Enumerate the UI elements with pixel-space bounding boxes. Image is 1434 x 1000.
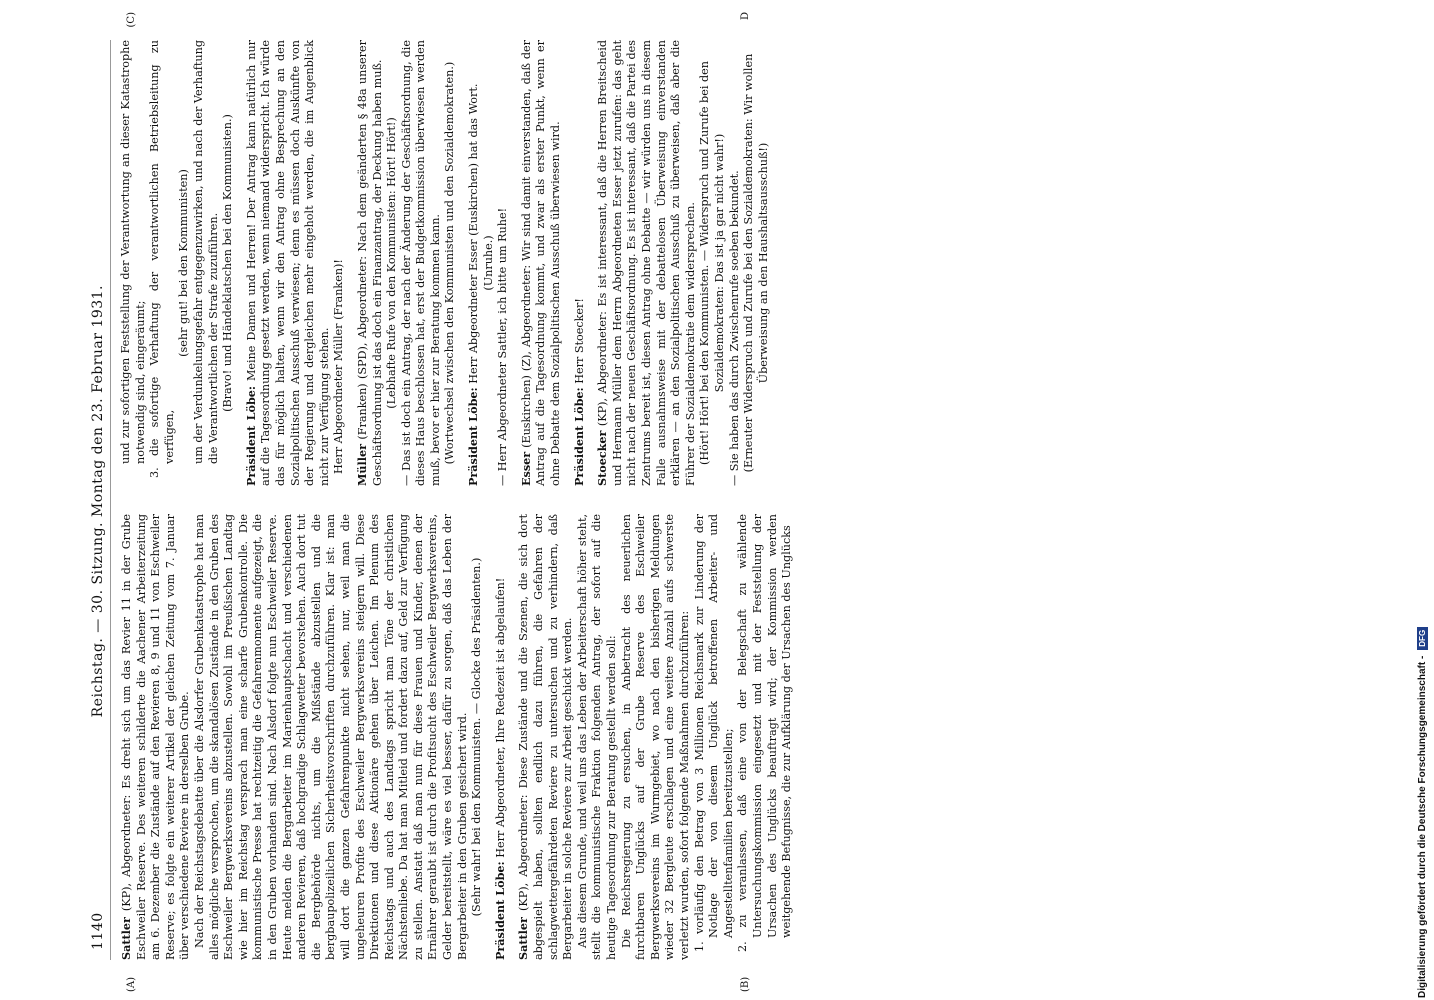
page-number: 1140 — [90, 912, 106, 950]
margin-marker-c: (C) — [126, 12, 137, 28]
speech-paragraph: Nach der Reichstagsdebatte über die Alsdorfer Grubenkatastrophe hat man alles mögliche versprochen, um die skandalösen Zustände in den Gruben des Eschweiler Bergwerksvereins abzustellen. Sowohl im Preußischen Landtag wie hier im Reichstag versprach man eine scharfe Grubenkontrolle. Die kommunistische Presse hat rechtzeitig die Gefahrenmomente aufgezeigt, die in den Gruben vorhanden sind. Nach Alsdorf folgte nun Eschweiler Reserve. Heute melden die Bergarbeiter im Marienhauptschacht und verschiedenen anderen Revieren, daß hochgradige Schlagwetter bevorstehen. Auch dort tut die Bergbehörde nichts, um die Mißstände abzustellen und die bergbaupolizeilichen Sicherheitsvorschriften durchzuführen. Klar ist: man will dort die ganzen Gefahrenpunkte nicht sehen, nur, weil man die ungeheuren Profite des Eschweiler Bergwerksvereins steigern will. Diese Direktionen und diese Aktionäre gehen über Leichen. Im Plenum des Reichstags und auch des Landtags spricht man Töne der christlichen Nächstenliebe. Da hat man Mitleid und fordert dazu auf, Geld zur Verfügung zu stellen. Anstatt daß man nun für diese Frauen und Kinder, denen der Ernährer geraubt ist durch die Profitsucht des Eschweiler Bergwerksvereins, Gelder bereitstellt, wäre es viel besser, dafür zu sorgen, daß das Leben der Bergarbeiter in den Gruben gesichert wird. — [192, 514, 469, 960]
page-header — [90, 40, 111, 960]
margin-marker-a: (A) — [126, 976, 137, 992]
right-column — [119, 12, 795, 486]
speaker-name: Esser — [518, 451, 533, 486]
interjection: (Lebhafte Rufe von den Kommunisten: Hört! Hört!) — [385, 117, 399, 409]
speaker-name: Präsident Löbe: — [243, 385, 258, 486]
speech-paragraph: Präsident Löbe: Herr Abgeordneter Esser (Euskirchen) hat das Wort. — [466, 83, 481, 486]
interjection: (Erneuter Widerspruch und Zurufe bei den Sozialdemokraten: Wir wollen Überweisung an den Haushaltsausschuß!) — [742, 53, 770, 473]
interjection: (Unruhe.) — [481, 235, 495, 291]
speaker-name: Präsident Löbe: — [466, 387, 481, 486]
speaker-name: Müller — [354, 443, 369, 486]
motion-item: 2. zu veranlassen, daß eine von der Belegschaft zu wählende Untersuchungskommission eingesetzt und mit der Feststellung der Ursachen des Unglücks beauftragt wird; der Kommission werden weitgehende Befugnisse, die zur Aufklärung der Ursachen des Unglücks — [736, 514, 794, 952]
speech-paragraph: Müller (Franken) (SPD), Abgeordneter: Nach dem geänderten § 48a unserer Geschäftsordnung ist das doch ein Finanzantrag, der Deckung haben muß. — [354, 40, 384, 486]
interjection: (sehr gut! bei den Kommunisten) — [177, 169, 191, 357]
attribution-strip — [1414, 8, 1430, 998]
speaker-name: Sattler — [516, 917, 531, 960]
speech-paragraph: Präsident Löbe: Herr Abgeordneter, Ihre Redezeit ist abgelaufen! — [492, 577, 507, 960]
speech-paragraph: Esser (Euskirchen) (Z), Abgeordneter: Wir sind damit einverstanden, daß der Antrag auf die Tagesordnung kommt, und zwar als erster Punkt, wenn er ohne Debatte dem Sozialpolitischen Ausschuß überwiesen wird. — [518, 40, 563, 486]
margin-marker-b: (B) — [740, 976, 751, 992]
motion-item: 3. die sofortige Verhaftung der verantwortlichen Betriebsleitung zu verfügen, — [148, 40, 176, 478]
speaker-name: Präsident Löbe: — [492, 861, 507, 960]
speech-paragraph: Sattler (KP), Abgeordneter: Diese Zustände und die Szenen, die sich dort abgespielt haben, sollten endlich dazu führen, die Gefahren der schlagwettergefährdeten Reviere zu untersuchen und zu verhindern, daß Bergarbeiter in solche Reviere zur Arbeit geschickt werden. — [516, 514, 575, 960]
margin-marker-d: D — [740, 12, 751, 21]
speech-paragraph: Aus diesem Grunde, und weil uns das Leben der Arbeiterschaft höher steht, stellt die kommunistische Fraktion folgenden Antrag, der sofort auf die heutige Tagesordnung zur Beratung gestellt werden soll: — [575, 514, 618, 960]
speech-paragraph: Sattler (KP), Abgeordneter: Es dreht sich um das Revier 11 in der Grube Eschweiler Reserve. Des weiteren schilderte die Aachener Arbeiterzeitung am 6. Dezember die Zustände auf den Revieren 8, 9 und 11 von Eschweiler Reserve; es folgte ein weiterer Artikel der gleichen Zeitung vom 7. Januar über verschiedene Reviere in derselben Grube. — [119, 514, 192, 960]
interjection: (Bravo! und Händeklatschen bei den Kommunisten.) — [221, 114, 235, 412]
motion-paragraph: Die Reichsregierung zu ersuchen, in Anbetracht des neuerlichen furchtbaren Unglücks auf der Grube Reserve des Eschweiler Bergwerksvereins im Wurmgebiet, wo nach den bisherigen Meldungen wieder 32 Bergleute erschlagen und eine weitere Anzahl aufs schwerste verletzt wurden, sofort folgende Maßnahmen durchzuführen: — [619, 514, 691, 960]
interjection: (Sehr wahr! bei den Kommunisten. — Glocke des Präsidenten.) — [470, 557, 484, 917]
speech-paragraph: — Herr Abgeordneter Sattler, ich bitte um Ruhe! — [496, 207, 510, 486]
motion-item: und zur sofortigen Feststellung der Verantwortung an dieser Katastrophe notwendig sind, eingeräumt; — [119, 40, 147, 464]
interjection: (Hört! Hört! bei den Kommunisten. — Widerspruch und Zurufe bei den Sozialdemokraten: Das ist ja gar nicht wahr!) — [698, 61, 726, 465]
document-page — [60, 0, 1400, 1000]
interjection: (Wortwechsel zwischen den Kommunisten und den Sozialdemokraten.) — [443, 61, 457, 465]
left-column — [119, 514, 795, 992]
page-title: Reichstag. — 30. Sitzung. Montag den 23. Februar 1931. — [90, 284, 106, 718]
speech-paragraph: Stoecker (KP), Abgeordneter: Es ist interessant, daß die Herren Breitscheid und Hermann Müller dem Herrn Abgeordneten Esser jetzt zurufen: das geht nicht nach der neuen Geschäftsordnung. Es ist interessant, daß die Partei des Zentrums bereit ist, diesen Antrag ohne Debatte — wir würden uns in diesem Falle ausnahmsweise mit der debattelosen Überweisung einverstanden erklären — an den Sozialpolitischen Ausschuß zu überweisen, daß aber die Führer der Sozialdemokratie dem widersprechen. — [595, 40, 697, 486]
speaker-name: Präsident Löbe: — [571, 387, 586, 486]
dfg-logo: DFG — [1417, 627, 1428, 650]
speaker-name: Sattler — [119, 917, 133, 960]
speaker-name: Stoecker — [595, 430, 610, 486]
speech-paragraph: — Das ist doch ein Antrag, der nach der Änderung der Geschäftsordnung, die dieses Haus beschlossen hat, erst der Budgetkommission überwiesen werden muß, bevor er hier zur Beratung kommen kann. — [399, 40, 442, 486]
speech-paragraph: Präsident Löbe: Herr Stoecker! — [571, 298, 586, 486]
speech-paragraph: Präsident Löbe: Meine Damen und Herren! Der Antrag kann natürlich nur auf die Tagesordnung gesetzt werden, wenn niemand widerspricht. Ich würde das für möglich halten, wenn wir den Antrag ohne Besprechung an den Sozialpolitischen Ausschuß verwiesen; denn es müssen doch Auskünfte von der Regierung und dergleichen mehr eingeholt werden, die im Augenblick nicht zur Verfügung stehen. — [243, 40, 331, 486]
motion-item: um der Verdunkelungsgefahr entgegenzuwirken, und nach der Verhaftung die Verantwortlichen der Strafe zuzuführen. — [191, 40, 220, 464]
motion-item: 1. vorläufig den Betrag von 3 Millionen Reichsmark zur Linderung der Notlage der von diesem Unglück betroffenen Arbeiter- und Angestelltenfamilien bereitzustellen; — [692, 514, 735, 952]
speech-paragraph: Herr Abgeordneter Müller (Franken)! — [332, 259, 346, 474]
attribution-text: Digitalisierung gefördert durch die Deutsche Forschungsgemeinschaft - — [1416, 655, 1428, 998]
speech-paragraph: — Sie haben das durch Zwischenrufe soeben bekundet. — [727, 170, 741, 486]
